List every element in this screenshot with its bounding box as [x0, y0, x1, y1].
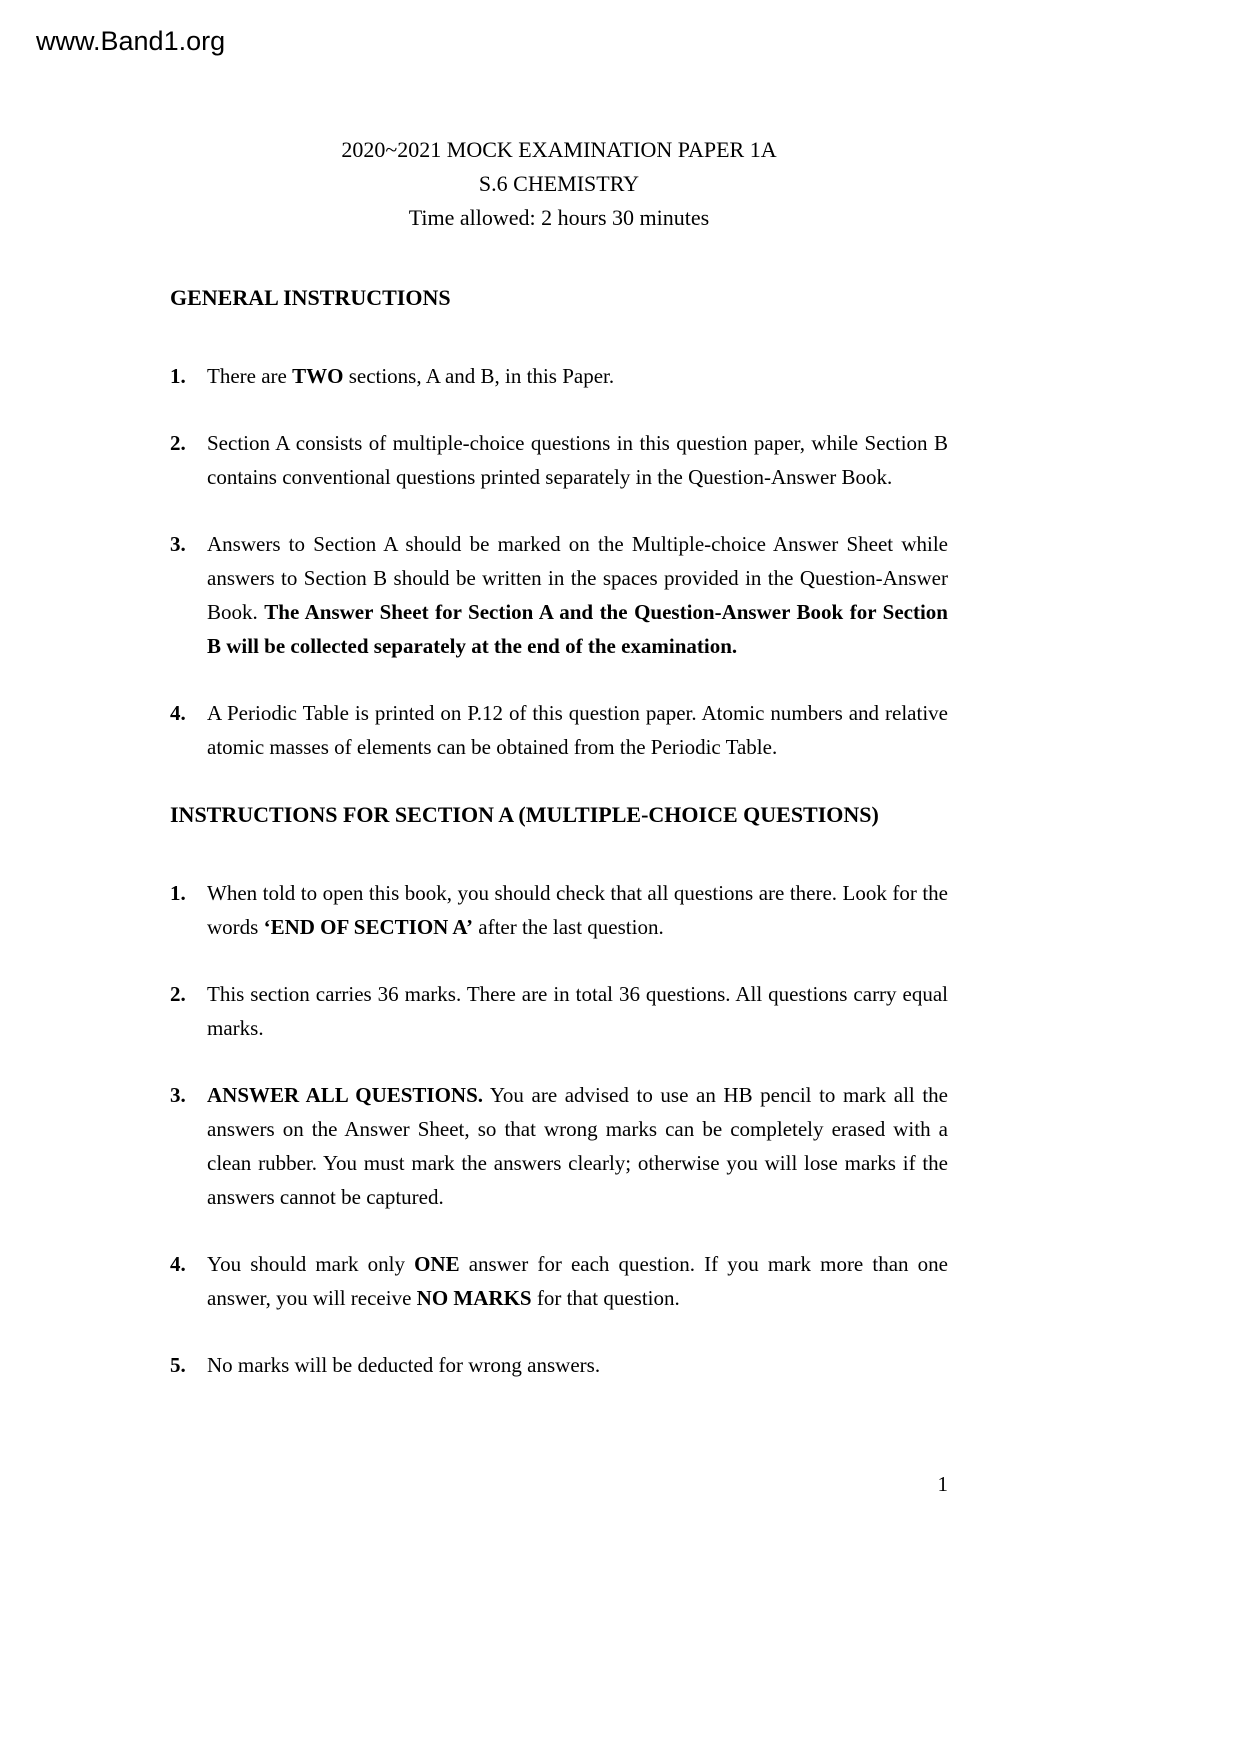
exam-title-block	[170, 133, 948, 235]
general-instruction-item	[170, 527, 948, 663]
item-text: You should mark only ONE answer for each question. If you mark more than one answer, you will receive NO MARKS for that question.	[207, 1252, 948, 1310]
item-number: 2.	[170, 982, 186, 1006]
page-number: 1	[937, 1472, 948, 1496]
item-number: 1.	[170, 364, 186, 388]
item-number: 4.	[170, 1252, 186, 1276]
general-instruction-item	[170, 359, 948, 393]
general-instruction-item	[170, 696, 948, 764]
item-number: 2.	[170, 431, 186, 455]
exam-subject-line: S.6 CHEMISTRY	[478, 171, 640, 196]
site-watermark: www.Band1.org	[36, 26, 226, 56]
item-number: 3.	[170, 1083, 186, 1107]
item-text: A Periodic Table is printed on P.12 of this question paper. Atomic numbers and relative atomic masses of elements can be obtained from the Periodic Table.	[207, 701, 948, 759]
item-number: 4.	[170, 701, 186, 725]
item-number: 1.	[170, 881, 186, 905]
exam-title-line: 2020~2021 MOCK EXAMINATION PAPER 1A	[341, 137, 777, 162]
exam-time-line: Time allowed: 2 hours 30 minutes	[408, 205, 710, 230]
page-body	[170, 133, 948, 1415]
item-text: Answers to Section A should be marked on the Multiple-choice Answer Sheet while answers to Section B should be written in the spaces provided in the Question-Answer Book. The Answer Sheet for Section A and the Question-Answer Book for Section B will be collected separately at the end of the examination.	[207, 532, 948, 658]
item-text: ANSWER ALL QUESTIONS. You are advised to use an HB pencil to mark all the answers on the Answer Sheet, so that wrong marks can be completely erased with a clean rubber. You must mark the answers clearly; otherwise you will lose marks if the answers cannot be captured.	[207, 1083, 948, 1209]
item-number: 5.	[170, 1353, 186, 1377]
section-a-instructions-heading: INSTRUCTIONS FOR SECTION A (MULTIPLE-CHOICE QUESTIONS)	[170, 802, 879, 827]
section-a-instruction-item	[170, 1078, 948, 1214]
item-text: There are TWO sections, A and B, in this Paper.	[207, 364, 615, 388]
section-a-instruction-item	[170, 977, 948, 1045]
item-text: Section A consists of multiple-choice questions in this question paper, while Section B contains conventional questions printed separately in the Question-Answer Book.	[207, 431, 948, 489]
section-a-instruction-item	[170, 876, 948, 944]
section-a-instruction-item	[170, 1348, 948, 1382]
section-a-instruction-item	[170, 1247, 948, 1315]
general-instruction-item	[170, 426, 948, 494]
item-text: No marks will be deducted for wrong answers.	[207, 1353, 601, 1377]
item-text: When told to open this book, you should check that all questions are there. Look for the words ‘END OF SECTION A’ after the last question.	[207, 881, 948, 939]
item-number: 3.	[170, 532, 186, 556]
item-text: This section carries 36 marks. There are in total 36 questions. All questions carry equal marks.	[207, 982, 948, 1040]
general-instructions-heading: GENERAL INSTRUCTIONS	[170, 285, 451, 310]
